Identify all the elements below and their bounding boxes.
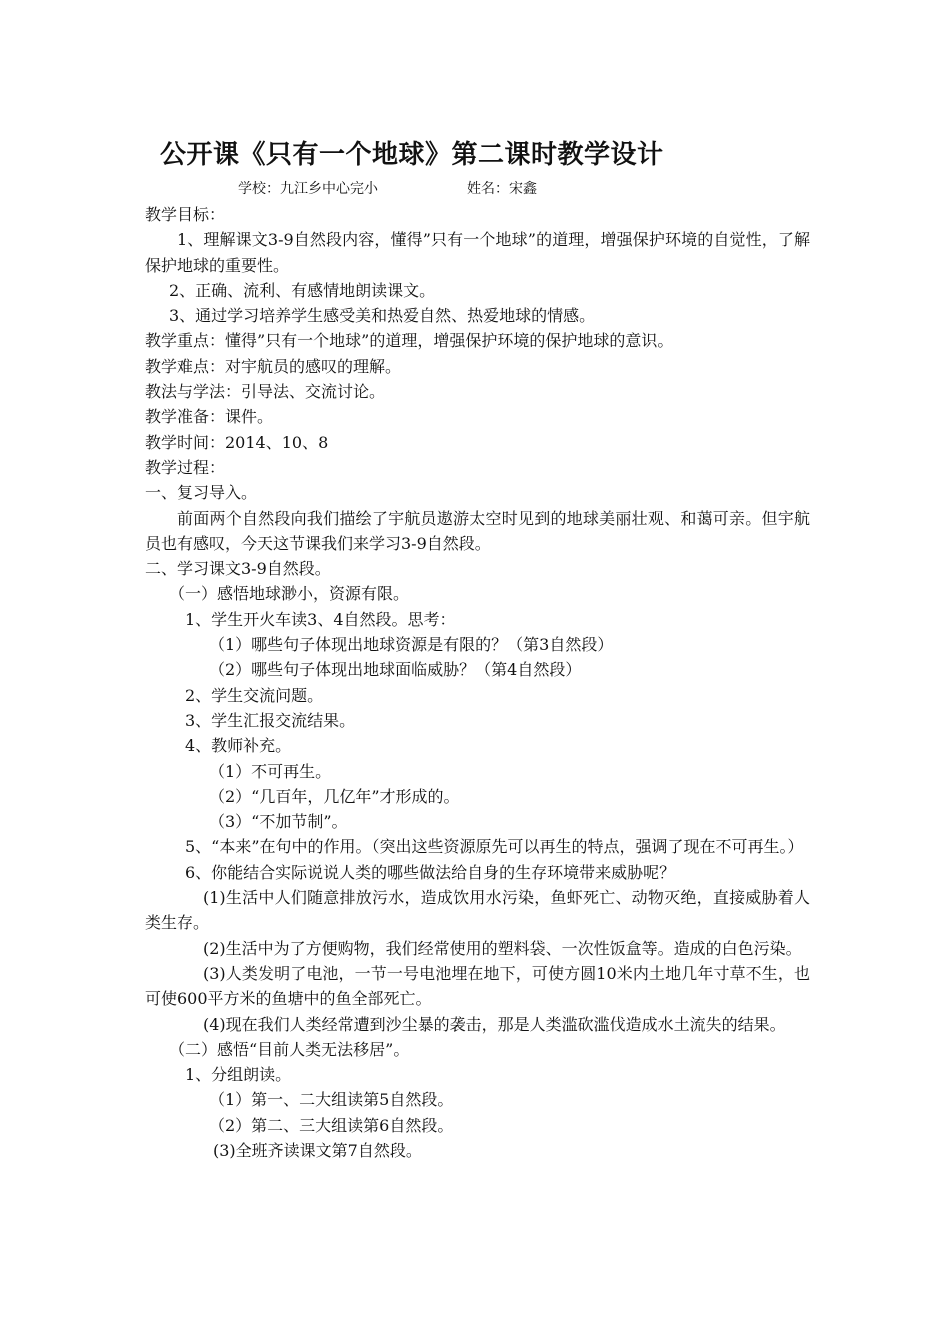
list-item: (2)生活中为了方便购物，我们经常使用的塑料袋、一次性饭盒等。造成的白色污染。 xyxy=(203,938,802,958)
preparation: 教学准备：课件。 xyxy=(145,407,274,427)
section-1-text: 前面两个自然段向我们描绘了宇航员遨游太空时见到的地球美丽壮观、和蔼可亲。但宇航员也有感叹，今天这节课我们来学习3-9自然段。 xyxy=(145,508,810,553)
list-item: 1、分组朗读。 xyxy=(185,1065,292,1085)
list-item: 5、“本来”在句中的作用。（突出这些资源原先可以再生的特点，强调了现在不可再生。） xyxy=(185,837,804,857)
list-item: 2、学生交流问题。 xyxy=(185,685,324,705)
school-label: 学校：九江乡中心完小 xyxy=(238,181,378,197)
list-item: （1）不可再生。 xyxy=(209,761,332,781)
objective-2: 2、正确、流利、有感情地朗读课文。 xyxy=(169,280,436,300)
objective-1: 1、理解课文3-9自然段内容，懂得”只有一个地球”的道理，增强保护环境的自觉性，了解保护地球的重要性。 xyxy=(145,230,810,275)
difficulty: 教学难点：对宇航员的感叹的理解。 xyxy=(145,356,402,376)
list-item: (3)人类发明了电池，一节一号电池埋在地下，可使方圆10米内土地几年寸草不生，也可使600平方米的鱼塘中的鱼全部死亡。 xyxy=(145,963,810,1009)
list-item: （2）第二、三大组读第6自然段。 xyxy=(209,1115,454,1135)
list-item: 4、教师补充。 xyxy=(185,736,292,756)
teaching-method: 教法与学法：引导法、交流讨论。 xyxy=(145,382,386,402)
list-item: 6、你能结合实际说说人类的哪些做法给自身的生存环境带来威胁呢？ xyxy=(185,862,676,882)
document-body xyxy=(145,202,810,1163)
process-heading: 教学过程： xyxy=(145,457,226,477)
list-item: （2）哪些句子体现出地球面临威胁？（第4自然段） xyxy=(209,660,582,680)
list-item: (1)生活中人们随意排放污水，造成饮用水污染，鱼虾死亡、动物灭绝，直接威胁着人类生存。 xyxy=(145,888,810,933)
subsection-1-heading: （一）感悟地球渺小，资源有限。 xyxy=(169,584,410,604)
teacher-label: 姓名：宋鑫 xyxy=(467,181,537,197)
document-title: 公开课《只有一个地球》第二课时教学设计 xyxy=(160,140,664,170)
objectives-heading: 教学目标： xyxy=(145,205,226,224)
teaching-time: 教学时间：2014、10、8 xyxy=(145,432,329,452)
section-2-heading: 二、学习课文3-9自然段。 xyxy=(145,559,331,579)
section-1-heading: 一、复习导入。 xyxy=(145,483,258,503)
list-item: （1）哪些句子体现出地球资源是有限的？（第3自然段） xyxy=(209,635,614,655)
key-point: 教学重点：懂得”只有一个地球”的道理，增强保护环境的保护地球的意识。 xyxy=(145,331,674,351)
list-item: （1）第一、二大组读第5自然段。 xyxy=(209,1090,454,1110)
subsection-2-heading: （二）感悟“目前人类无法移居”。 xyxy=(169,1039,410,1059)
list-item: (4)现在我们人类经常遭到沙尘暴的袭击，那是人类滥砍滥伐造成水土流失的结果。 xyxy=(203,1014,786,1034)
list-item: （2）“几百年，几亿年”才形成的。 xyxy=(209,786,460,806)
list-item: 3、学生汇报交流结果。 xyxy=(185,710,356,730)
list-item: （3）“不加节制”。 xyxy=(209,812,348,832)
list-item: 1、学生开火车读3、4自然段。思考： xyxy=(185,609,456,629)
objective-3: 3、通过学习培养学生感受美和热爱自然、热爱地球的情感。 xyxy=(169,306,596,326)
list-item: (3)全班齐读课文第7自然段。 xyxy=(213,1140,422,1160)
